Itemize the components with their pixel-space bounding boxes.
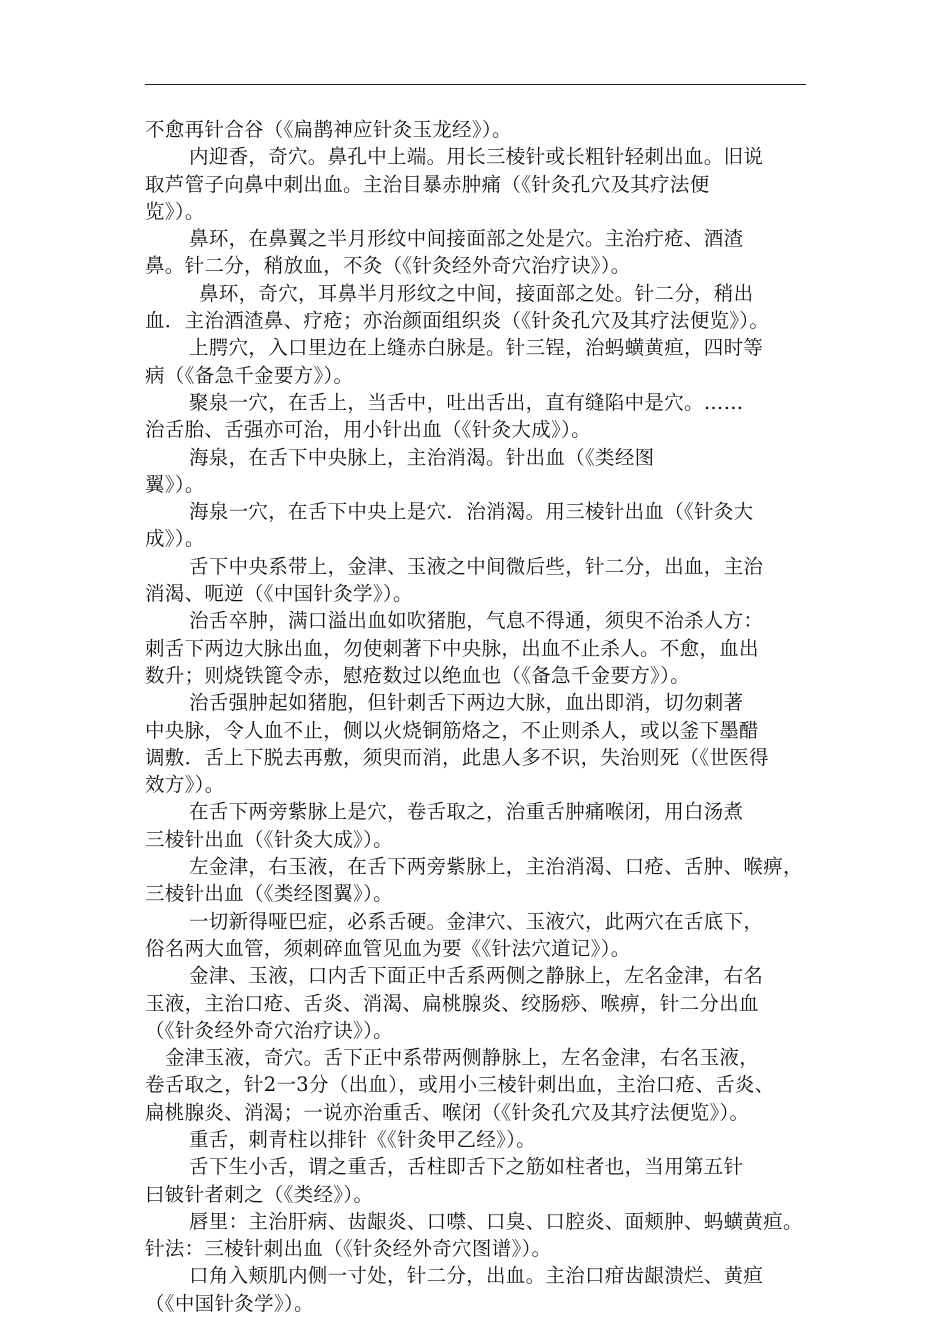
text-line: 金津玉液，奇穴。舌下正中系带两侧静脉上，左名金津，右名玉液， bbox=[165, 1046, 760, 1070]
text-line: 取芦管子向鼻中刺出血。主治目暴赤肿痛（《针灸孔穴及其疗法便 bbox=[145, 172, 710, 196]
text-line: 内迎香，奇穴。鼻孔中上端。用长三棱针或长粗针轻刺出血。旧说 bbox=[189, 145, 764, 169]
text-line: 金津、玉液，口内舌下面正中舌系两侧之静脉上，左名金津，右名 bbox=[189, 964, 764, 988]
text-line: 血．主治酒渣鼻、疗疮；亦治颜面组织炎（《针灸孔穴及其疗法便览》）。 bbox=[145, 309, 770, 333]
text-line: 调敷．舌上下脱去再敷，须臾而消，此患人多不识，失治则死（《世医得 bbox=[145, 745, 769, 769]
document-body bbox=[145, 116, 810, 1317]
text-line: 三棱针出血（《类经图翼》）。 bbox=[145, 882, 393, 906]
text-line: 治舌强肿起如猪胞，但针刺舌下两边大脉，血出即消，切勿刺著 bbox=[189, 691, 744, 715]
text-line: 数升；则烧铁篦令赤，慰疮数过以绝血也（《备急千金要方》）。 bbox=[145, 663, 690, 687]
text-line: 口角入颊肌内侧一寸处，针二分，出血。主治口疳齿龈溃烂、黄疸 bbox=[189, 1264, 764, 1288]
text-line: （《中国针灸学》）。 bbox=[145, 1291, 314, 1315]
text-line: 病（《备急千金要方》）。 bbox=[145, 363, 354, 387]
text-line: 舌下生小舌，谓之重舌，舌柱即舌下之筋如柱者也，当用第五针 bbox=[189, 1155, 744, 1179]
text-line: 三棱针出血（《针灸大成》）。 bbox=[145, 827, 393, 851]
text-line: 览》）。 bbox=[145, 199, 205, 223]
text-line: 重舌，刺青柱以排针《《针灸甲乙经》）。 bbox=[189, 1127, 536, 1151]
text-line: 唇里：主治肝病、齿龈炎、口噤、口臭、口腔炎、面颊肿、蚂蟥黄疸。 bbox=[189, 1209, 803, 1233]
text-line: 玉液，主治口疮、舌炎、消渴、扁桃腺炎、绞肠痧、喉痹，针二分出血 bbox=[145, 991, 759, 1015]
text-line: 中央脉，令人血不止，侧以火烧铜筋烙之，不止则杀人，或以釜下墨醋 bbox=[145, 718, 759, 742]
text-line: （《针灸经外奇穴治疗诀》）。 bbox=[145, 1018, 393, 1042]
text-line: 海泉，在舌下中央脉上，主治消渴。针出血（《类经图 bbox=[189, 445, 655, 469]
text-line: 成》）。 bbox=[145, 527, 205, 551]
text-line: 海泉一穴，在舌下中央上是穴．治消渴。用三棱针出血（《针灸大 bbox=[189, 500, 754, 524]
text-line: 上腭穴，入口里边在上缝赤白脉是。针三锃，治蚂蟥黄疸，四时等 bbox=[189, 336, 764, 360]
text-line: 俗名两大血管，须刺碎血管见血为要《《针法穴道记》）。 bbox=[145, 936, 631, 960]
text-line: 效方》）。 bbox=[145, 773, 225, 797]
text-line: 治舌胎、舌强亦可治，用小针出血（《针灸大成》）。 bbox=[145, 418, 591, 442]
text-line: 翼》）。 bbox=[145, 472, 205, 496]
header-rule bbox=[145, 84, 806, 85]
text-line: 消渴、呃逆（《中国针灸学》）。 bbox=[145, 582, 413, 606]
text-line: 卷舌取之，针2一3分（出血），或用小三棱针刺出血，主治口疮、舌炎、 bbox=[145, 1073, 775, 1097]
text-line: 刺舌下两边大脉出血，勿使刺著下中央脉，出血不止杀人。不愈，血出 bbox=[145, 636, 759, 660]
text-line: 针法：三棱针刺出血（《针灸经外奇穴图谱》）。 bbox=[145, 1237, 552, 1261]
text-line: 扁桃腺炎、消渴；一说亦治重舌、喉闭（《针灸孔穴及其疗法便览》）。 bbox=[145, 1100, 750, 1124]
text-line: 聚泉一穴，在舌上，当舌中，吐出舌出，直有缝陷中是穴。…… bbox=[189, 390, 744, 414]
text-line: 不愈再针合谷（《扁鹊神应针灸玉龙经》）。 bbox=[145, 118, 512, 141]
text-line: 鼻环，奇穴，耳鼻半月形纹之中间，接面部之处。针二分，稍出 bbox=[199, 281, 754, 305]
text-line: 在舌下两旁紫脉上是穴，卷舌取之，治重舌肿痛喉闭，用白汤煮 bbox=[189, 800, 744, 824]
text-line: 舌下中央系带上，金津、玉液之中间微后些，针二分，出血，主治 bbox=[189, 554, 764, 578]
text-line: 治舌卒肿，满口溢出血如吹猪胞，气息不得通，须臾不治杀人方： bbox=[189, 609, 764, 633]
text-line: 鼻环，在鼻翼之半月形纹中间接面部之处是穴。主治疔疮、酒渣 bbox=[189, 227, 744, 251]
text-line: 左金津，右玉液，在舌下两旁紫脉上，主治消渴、口疮、舌肿、喉痹， bbox=[189, 855, 803, 879]
text-line: 鼻。针二分，稍放血，不灸（《针灸经外奇穴治疗诀》）。 bbox=[145, 254, 631, 278]
text-line: 曰铍针者刺之（《类经》）。 bbox=[145, 1182, 374, 1206]
text-line: 一切新得哑巴症，必系舌硬。金津穴、玉液穴，此两穴在舌底下， bbox=[189, 909, 764, 933]
